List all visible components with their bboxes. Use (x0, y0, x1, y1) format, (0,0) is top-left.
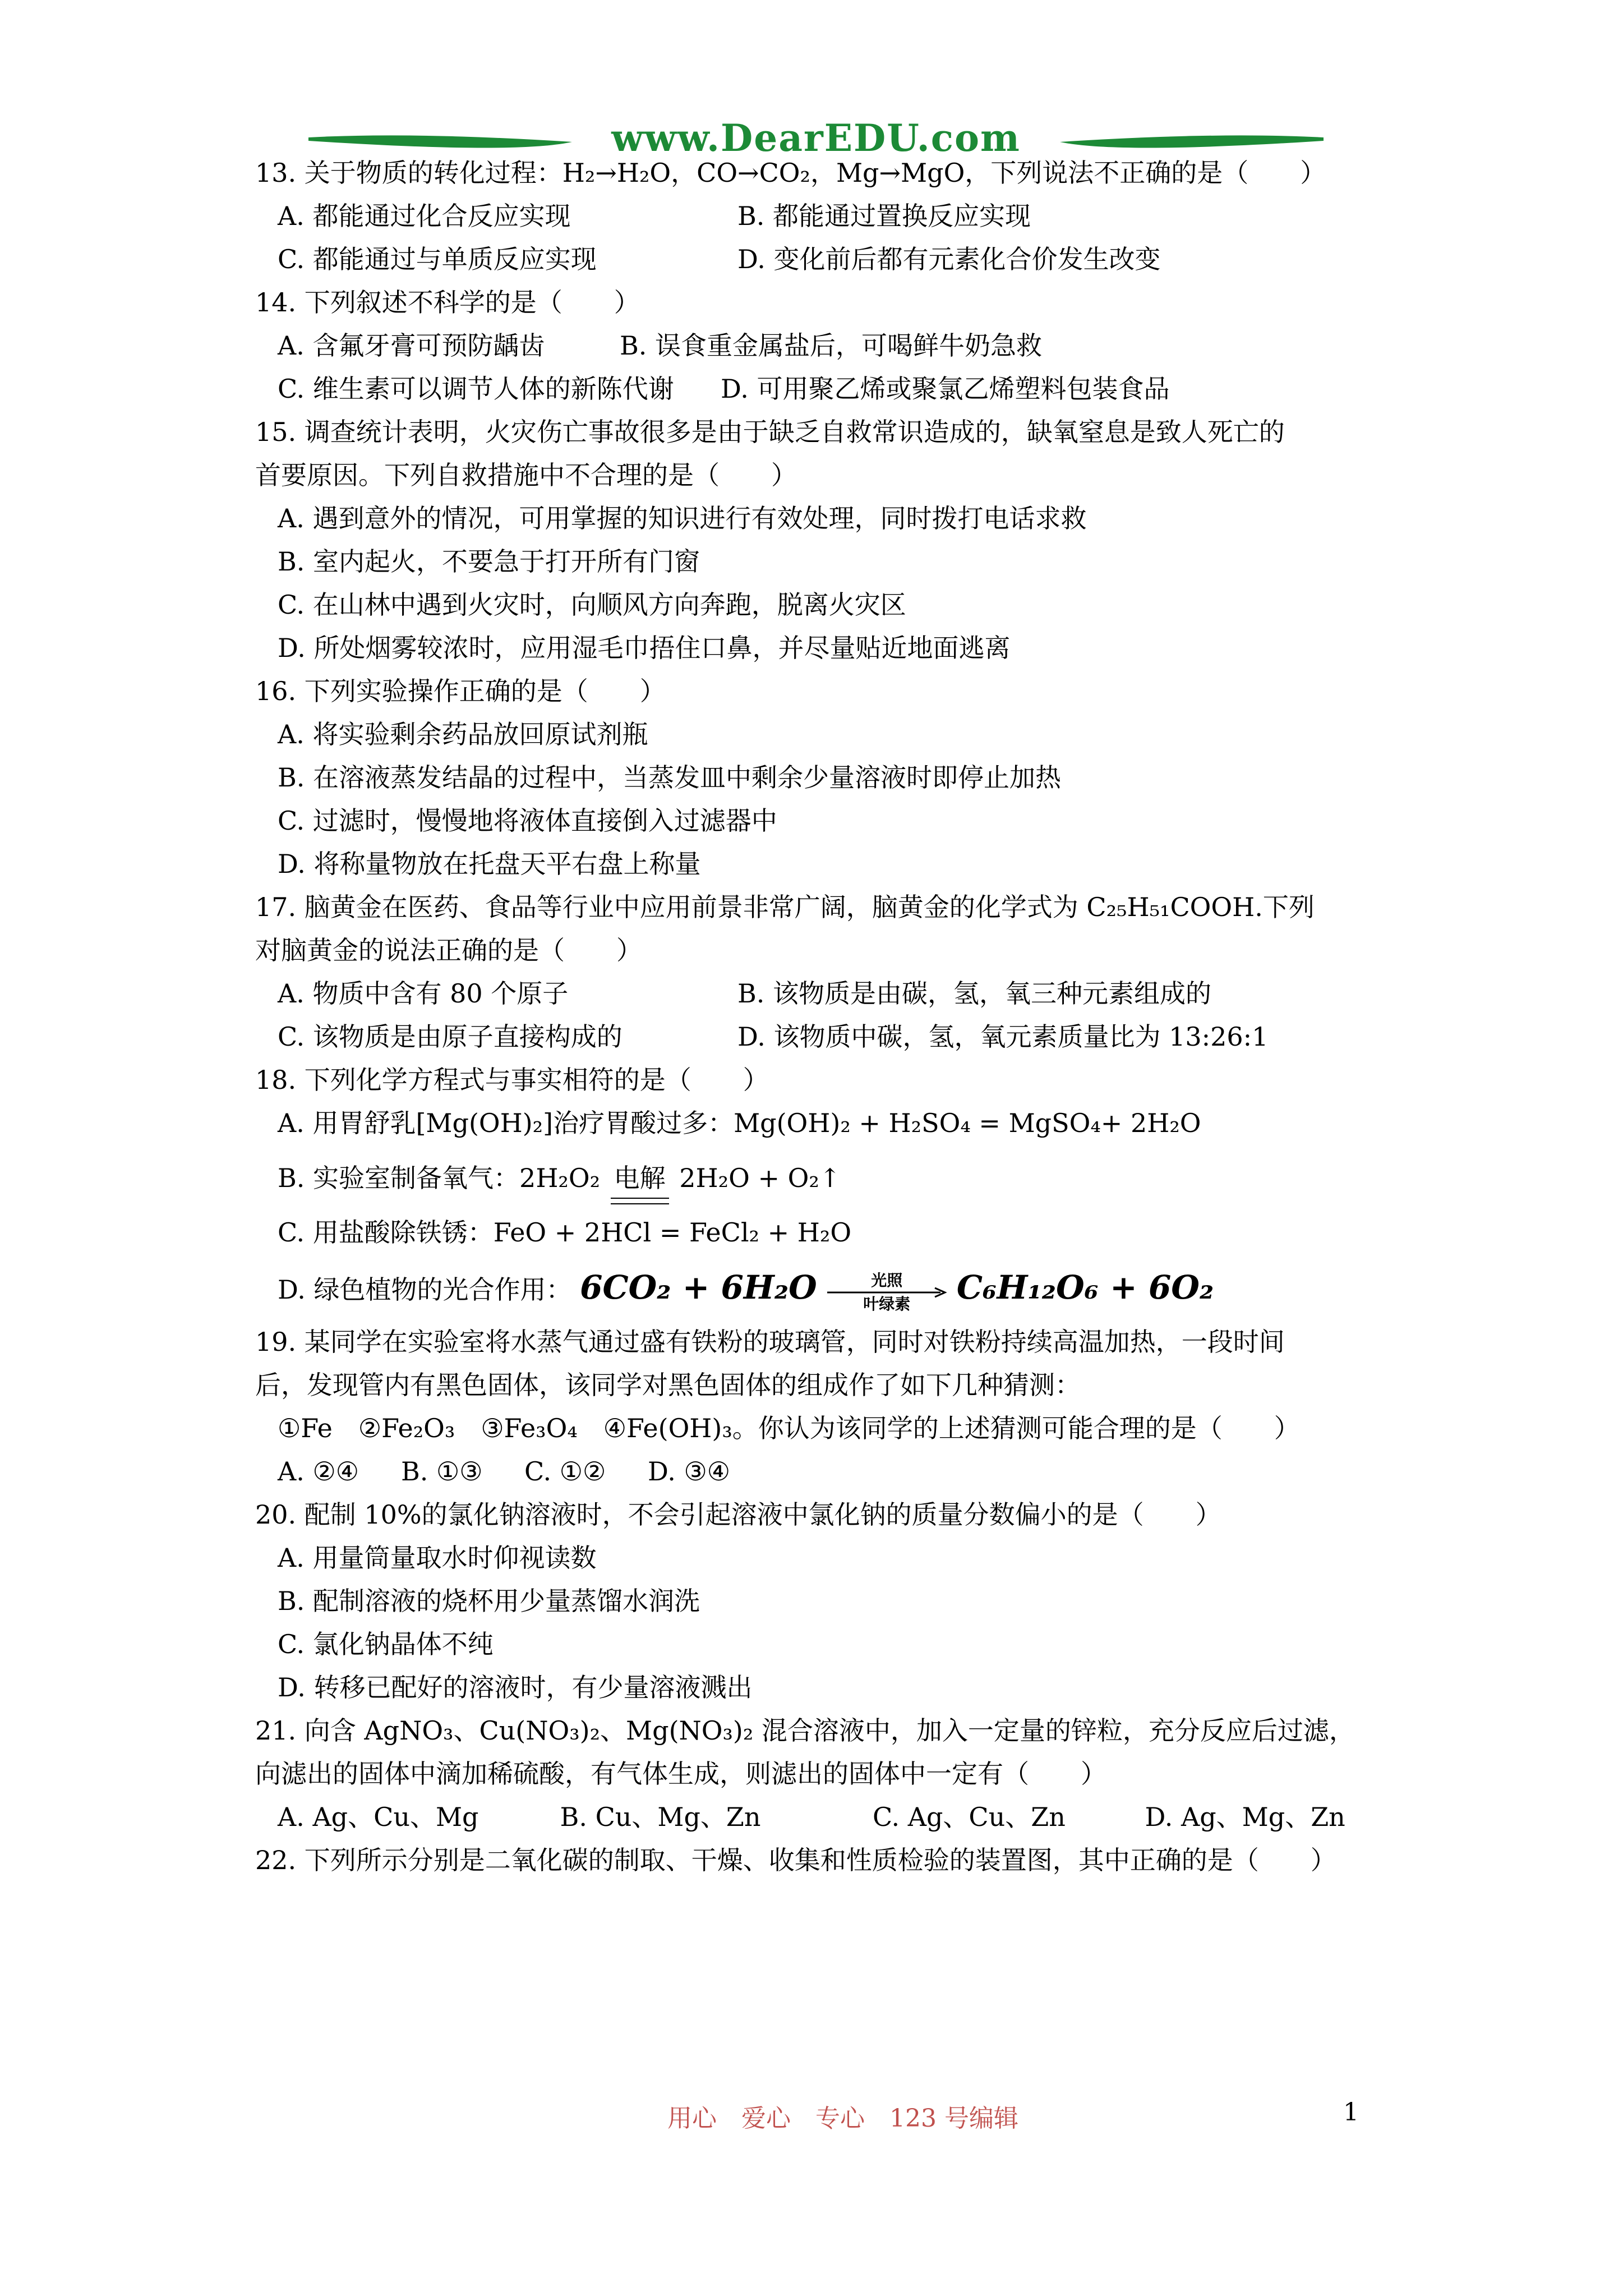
option-a: A. ②④ (278, 1456, 359, 1487)
question-13-options-row-1 (255, 195, 1427, 238)
question-18-option-b (255, 1145, 1427, 1211)
option-d: D. 可用聚乙烯或聚氯乙烯塑料包装食品 (721, 374, 1170, 404)
photosynthesis-reactants: 6CO₂ + 6H₂O (580, 1268, 817, 1306)
question-14-options-row-2 (255, 367, 1427, 411)
page-footer (0, 2098, 1623, 2132)
option-c: C. 该物质是由原子直接构成的 (278, 1022, 623, 1052)
question-21-stem-line-1: 21. 向含 AgNO₃、Cu(NO₃)₂、Mg(NO₃)₂ 混合溶液中，加入一定量的锌粒，充分反应后过滤， (255, 1715, 1355, 1746)
electrolysis-condition (608, 1145, 671, 1211)
question-19-stem-line-1: 19. 某同学在实验室将水蒸气通过盛有铁粉的玻璃管，同时对铁粉持续高温加热，一段时间 (255, 1327, 1285, 1357)
option-d: D. Ag、Mg、Zn (1145, 1802, 1345, 1832)
option-d-text: D. 绿色植物的光合作用： (278, 1274, 572, 1305)
option-b: B. 该物质是由碳，氢，氧三种元素组成的 (737, 978, 1212, 1009)
question-16-option-a: A. 将实验剩余药品放回原试剂瓶 (278, 719, 648, 749)
question-18-option-d (255, 1254, 1427, 1320)
question-19-options-row (255, 1450, 1427, 1493)
reaction-arrow (825, 1272, 948, 1312)
option-b: B. Cu、Mg、Zn (560, 1802, 761, 1832)
light-condition: 光照 (871, 1271, 903, 1290)
question-16-option-b: B. 在溶液蒸发结晶的过程中，当蒸发皿中剩余少量溶液时即停止加热 (278, 762, 1062, 793)
question-20-option-c: C. 氯化钠晶体不纯 (278, 1629, 494, 1659)
question-16-stem: 16. 下列实验操作正确的是（ ） (255, 676, 666, 706)
option-d: D. 变化前后都有元素化合价发生改变 (737, 244, 1161, 274)
option-c: C. Ag、Cu、Zn (872, 1802, 1066, 1832)
question-13-options-row-2 (255, 238, 1427, 281)
question-15-option-a: A. 遇到意外的情况，可用掌握的知识进行有效处理，同时拨打电话求救 (278, 503, 1087, 533)
question-20-option-a: A. 用量筒量取水时仰视读数 (278, 1543, 597, 1573)
option-d: D. ③④ (648, 1456, 730, 1487)
question-15-stem-line-2: 首要原因。下列自救措施中不合理的是（ ） (255, 460, 797, 490)
option-b: B. 都能通过置换反应实现 (737, 201, 1031, 231)
question-14-stem: 14. 下列叙述不科学的是（ ） (255, 287, 640, 318)
question-15-stem-line-1: 15. 调查统计表明，火灾伤亡事故很多是由于缺乏自救常识造成的，缺氧窒息是致人死亡的 (255, 417, 1285, 447)
question-13-stem: 13. 关于物质的转化过程：H₂→H₂O，CO→CO₂，Mg→MgO，下列说法不正确的是（ ） (255, 158, 1326, 188)
option-b: B. ①③ (401, 1456, 483, 1487)
question-16-option-d: D. 将称量物放在托盘天平右盘上称量 (278, 849, 701, 879)
option-b-text: B. 实验室制备氧气：2H₂O₂ (278, 1163, 601, 1193)
site-logo-text: www.DearEDU.com (611, 116, 1021, 160)
chlorophyll-condition: 叶绿素 (863, 1295, 911, 1313)
question-15-option-d: D. 所处烟雾较浓时，应用湿毛巾捂住口鼻，并尽量贴近地面逃离 (278, 633, 1011, 663)
option-c: C. 都能通过与单质反应实现 (278, 244, 597, 274)
question-18-option-a: A. 用胃舒乳[Mg(OH)₂]治疗胃酸过多：Mg(OH)₂ + H₂SO₄ = MgSO₄+ 2H₂O (278, 1108, 1201, 1138)
question-17-options-row-2 (255, 1015, 1427, 1059)
question-22-stem: 22. 下列所示分别是二氧化碳的制取、干燥、收集和性质检验的装置图，其中正确的是（ ） (255, 1845, 1336, 1875)
option-a: A. Ag、Cu、Mg (278, 1802, 479, 1832)
question-21-options-row (255, 1796, 1427, 1839)
question-17-options-row-1 (255, 972, 1427, 1015)
question-16-option-c: C. 过滤时，慢慢地将液体直接倒入过滤器中 (278, 806, 777, 836)
equals-double-line (611, 1198, 669, 1204)
page-number: 1 (1343, 2098, 1359, 2127)
question-20-option-d: D. 转移已配好的溶液时，有少量溶液溅出 (278, 1672, 753, 1703)
question-15-option-b: B. 室内起火，不要急于打开所有门窗 (278, 546, 700, 577)
question-17-stem-line-1: 17. 脑黄金在医药、食品等行业中应用前景非常广阔，脑黄金的化学式为 C₂₅H₅₁COOH.下列 (255, 892, 1315, 922)
electrolysis-label: 电解 (614, 1163, 666, 1193)
option-b-products: 2H₂O + O₂↑ (679, 1163, 841, 1193)
option-b: B. 误食重金属盐后，可喝鲜牛奶急救 (620, 330, 1043, 361)
question-14-options-row-1 (255, 324, 1427, 367)
question-18-option-c: C. 用盐酸除铁锈：FeO + 2HCl = FeCl₂ + H₂O (278, 1217, 852, 1248)
question-17-stem-line-2: 对脑黄金的说法正确的是（ ） (255, 935, 642, 965)
option-a: A. 含氟牙膏可预防龋齿 (278, 330, 545, 361)
question-19-stem-line-2: 后，发现管内有黑色固体，该同学对黑色固体的组成作了如下几种猜测： (255, 1370, 1081, 1400)
option-a: A. 物质中含有 80 个原子 (278, 978, 569, 1009)
option-c: C. ①② (524, 1456, 606, 1487)
footer-slogan: 用心 爱心 专心 123 号编辑 (667, 2104, 1018, 2133)
option-c: C. 维生素可以调节人体的新陈代谢 (278, 374, 674, 404)
question-19-stem-line-3: ①Fe ②Fe₂O₃ ③Fe₃O₄ ④Fe(OH)₃。你认为该同学的上述猜测可能合理的是（ ） (278, 1413, 1300, 1443)
photosynthesis-products: C₆H₁₂O₆ + 6O₂ (956, 1268, 1214, 1306)
question-20-option-b: B. 配制溶液的烧杯用少量蒸馏水润洗 (278, 1586, 700, 1616)
question-20-stem: 20. 配制 10%的氯化钠溶液时，不会引起溶液中氯化钠的质量分数偏小的是（ ） (255, 1499, 1221, 1530)
question-list (255, 151, 1427, 1882)
question-18-stem: 18. 下列化学方程式与事实相符的是（ ） (255, 1065, 769, 1095)
question-21-stem-line-2: 向滤出的固体中滴加稀硫酸，有气体生成，则滤出的固体中一定有（ ） (255, 1759, 1106, 1789)
question-15-option-c: C. 在山林中遇到火灾时，向顺风方向奔跑，脱离火灾区 (278, 590, 906, 620)
option-d: D. 该物质中碳，氢，氧元素质量比为 13:26:1 (737, 1022, 1269, 1052)
option-a: A. 都能通过化合反应实现 (278, 201, 571, 231)
